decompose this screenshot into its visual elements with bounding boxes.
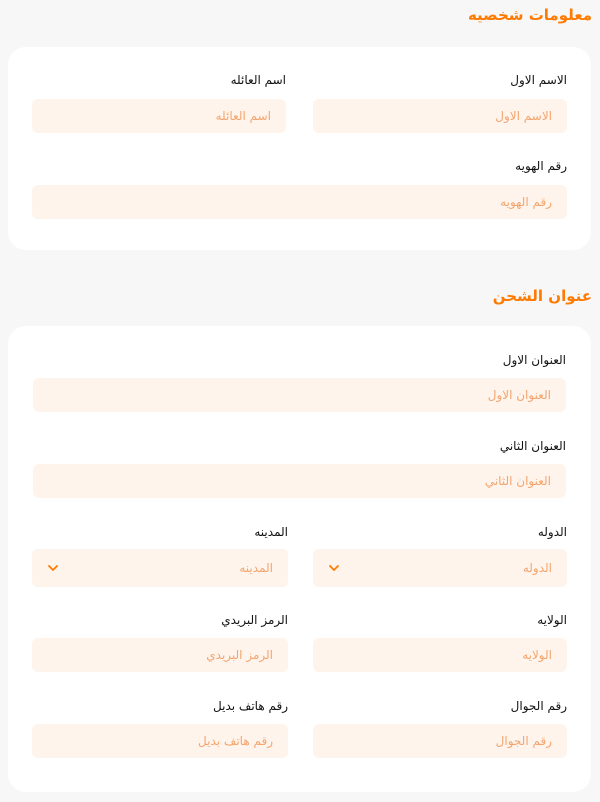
address2-input[interactable]: [33, 464, 566, 498]
alt-phone-input[interactable]: [32, 724, 288, 758]
personal-info-title: معلومات شخصيه: [467, 6, 592, 24]
first-name-label: الاسم الاول: [510, 73, 567, 87]
chevron-down-icon: [328, 562, 340, 574]
address1-input[interactable]: [33, 378, 566, 412]
first-name-input[interactable]: [313, 99, 567, 133]
country-select-value: الدوله: [522, 561, 552, 575]
city-label: المدينه: [254, 525, 288, 539]
country-label: الدوله: [537, 525, 567, 539]
state-label: الولايه: [537, 613, 567, 627]
address2-field: [33, 439, 566, 499]
shipping-address-card: [8, 326, 591, 792]
last-name-label: اسم العائله: [230, 73, 286, 87]
state-field: [313, 613, 567, 673]
postal-code-field: [32, 613, 288, 673]
city-field: [32, 525, 288, 589]
country-field: [313, 525, 567, 589]
chevron-down-icon: [47, 562, 59, 574]
mobile-field: [313, 699, 567, 759]
address1-label: العنوان الاول: [502, 353, 566, 367]
country-select[interactable]: [313, 549, 567, 587]
city-select[interactable]: [32, 549, 288, 587]
id-number-field: [32, 159, 567, 219]
shipping-address-title: عنوان الشحن: [492, 287, 592, 305]
city-select-value: المدينه: [239, 561, 273, 575]
alt-phone-label: رقم هاتف بديل: [213, 699, 288, 713]
last-name-field: [32, 73, 286, 133]
address2-label: العنوان الثاني: [499, 439, 566, 453]
address1-field: [33, 353, 566, 413]
first-name-field: [313, 73, 567, 133]
mobile-label: رقم الجوال: [510, 699, 567, 713]
id-number-label: رقم الهويه: [515, 159, 567, 173]
personal-info-card: [8, 47, 591, 250]
state-input[interactable]: [313, 638, 567, 672]
postal-code-label: الرمز البريدي: [221, 613, 288, 627]
postal-code-input[interactable]: [32, 638, 288, 672]
id-number-input[interactable]: [32, 185, 567, 219]
mobile-input[interactable]: [313, 724, 567, 758]
alt-phone-field: [32, 699, 288, 759]
last-name-input[interactable]: [32, 99, 286, 133]
